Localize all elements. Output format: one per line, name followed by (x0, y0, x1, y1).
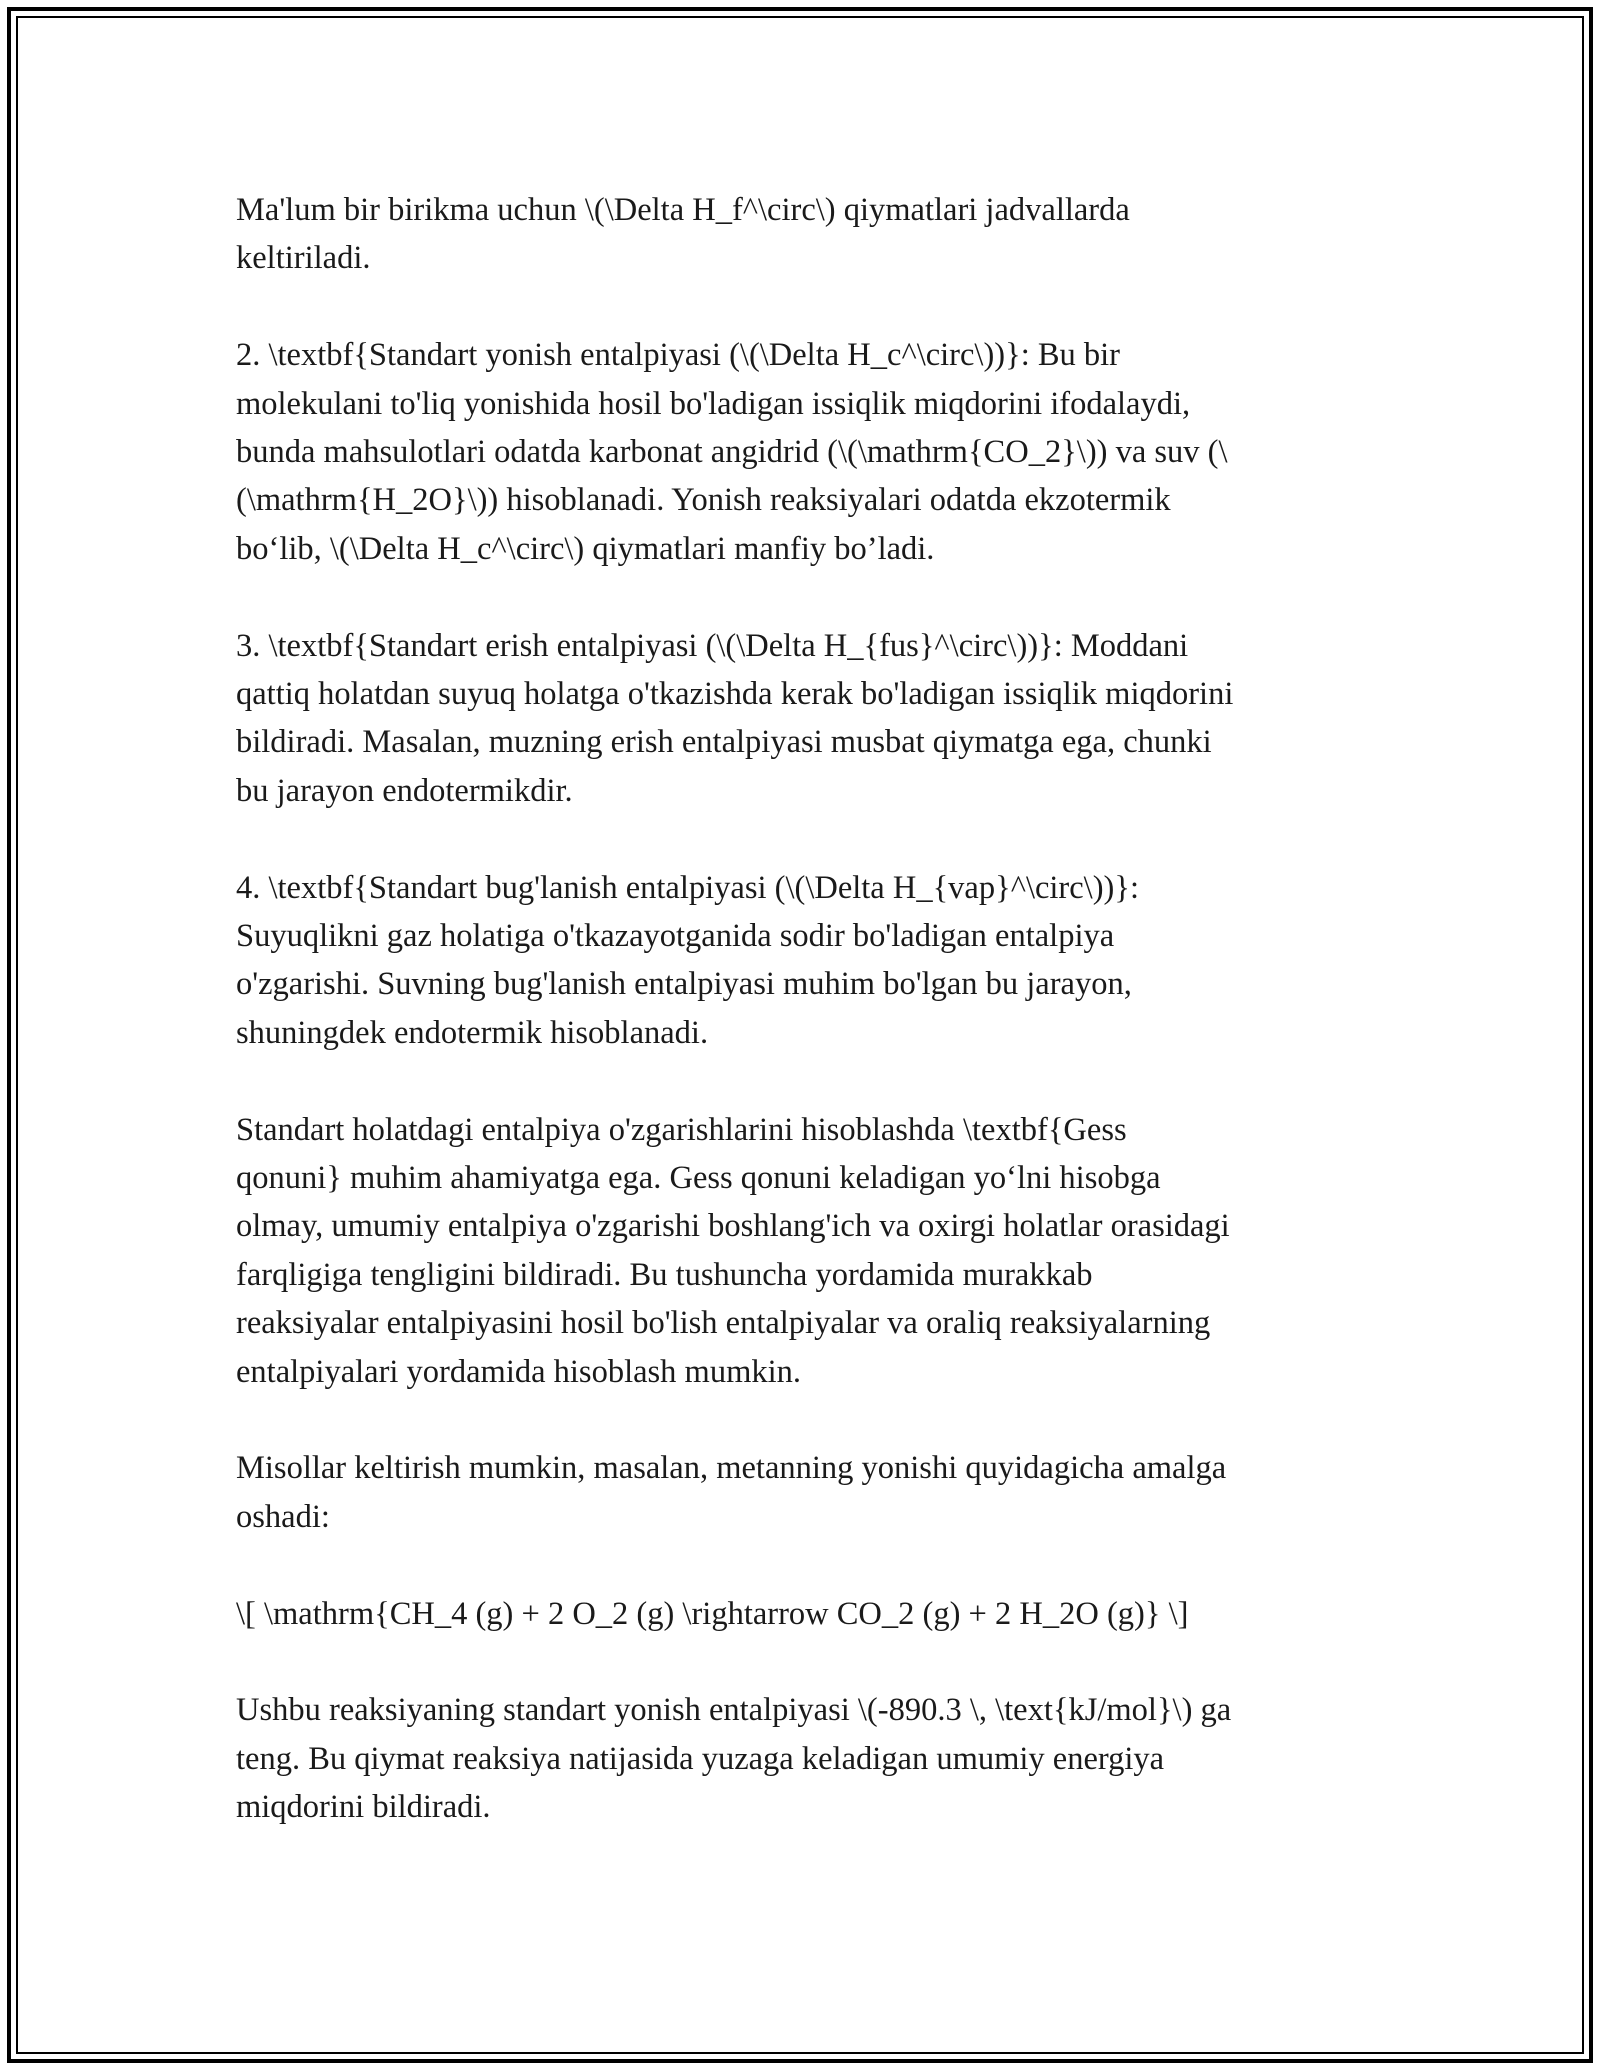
paragraph-vaporization-enthalpy: 4. \textbf{Standart bug'lanish entalpiyasi (\(\Delta H_{vap}^\circ\))}: Suyuqlikni gaz holatiga o'tkazayotganida sodir bo'ladigan entalpiya o'zgarishi. Suvning bug'lanish entalpiyasi muhim bo'lgan bu jarayon, shuningdek endotermik hisoblanadi. (236, 869, 1139, 1051)
paragraph-methane-example: Misollar keltirish mumkin, masalan, metanning yonishi quyidagicha amalga oshadi: (236, 1450, 1227, 1535)
document-body (236, 186, 1376, 1880)
paragraph-hess-law: Standart holatdagi entalpiya o'zgarishlarini hisoblashda \textbf{Gess qonuni} muhim ahamiyatga ega. Gess qonuni keladigan yo‘lni hisobga olmay, umumiy entalpiya o'zgarishi boshlang'ich va oxirgi holatlar orasidagi farqligiga tengligini bildiradi. Bu tushuncha yordamida murakkab reaksiyalar entalpiyasini hosil bo'lish entalpiyalar va oraliq reaksiyalarning entalpiyalari yordamida hisoblash mumkin. (236, 1111, 1230, 1390)
paragraph-delta-hf-intro: Ma'lum bir birikma uchun \(\Delta H_f^\circ\) qiymatlari jadvallarda keltiriladi. (236, 192, 1130, 277)
paragraph-methane-equation: \[ \mathrm{CH_4 (g) + 2 O_2 (g) \rightarrow CO_2 (g) + 2 H_2O (g)} \] (236, 1595, 1189, 1632)
paragraph-combustion-enthalpy: 2. \textbf{Standart yonish entalpiyasi (\(\Delta H_c^\circ\))}: Bu bir molekulani to'liq yonishida hosil bo'ladigan issiqlik miqdorini ifodalaydi, bunda mahsulotlari odatda karbonat angidrid (\(\mathrm{CO_2}\)) va suv (\ (\mathrm{H_2O}\)) hisoblanadi. Yonish reaksiyalari odatda ekzotermik bo‘lib, \(\Delta H_c^\circ\) qiymatlari manfiy bo’ladi. (236, 337, 1228, 567)
paragraph-fusion-enthalpy: 3. \textbf{Standart erish entalpiyasi (\(\Delta H_{fus}^\circ\))}: Moddani qattiq holatdan suyuq holatga o'tkazishda kerak bo'ladigan issiqlik miqdorini bildiradi. Masalan, muzning erish entalpiyasi musbat qiymatga ega, chunki bu jarayon endotermikdir. (236, 627, 1234, 809)
paragraph-combustion-value: Ushbu reaksiyaning standart yonish entalpiyasi \(-890.3 \, \text{kJ/mol}\) ga teng. Bu qiymat reaksiya natijasida yuzaga keladigan umumiy energiya miqdorini bildiradi. (236, 1692, 1232, 1826)
